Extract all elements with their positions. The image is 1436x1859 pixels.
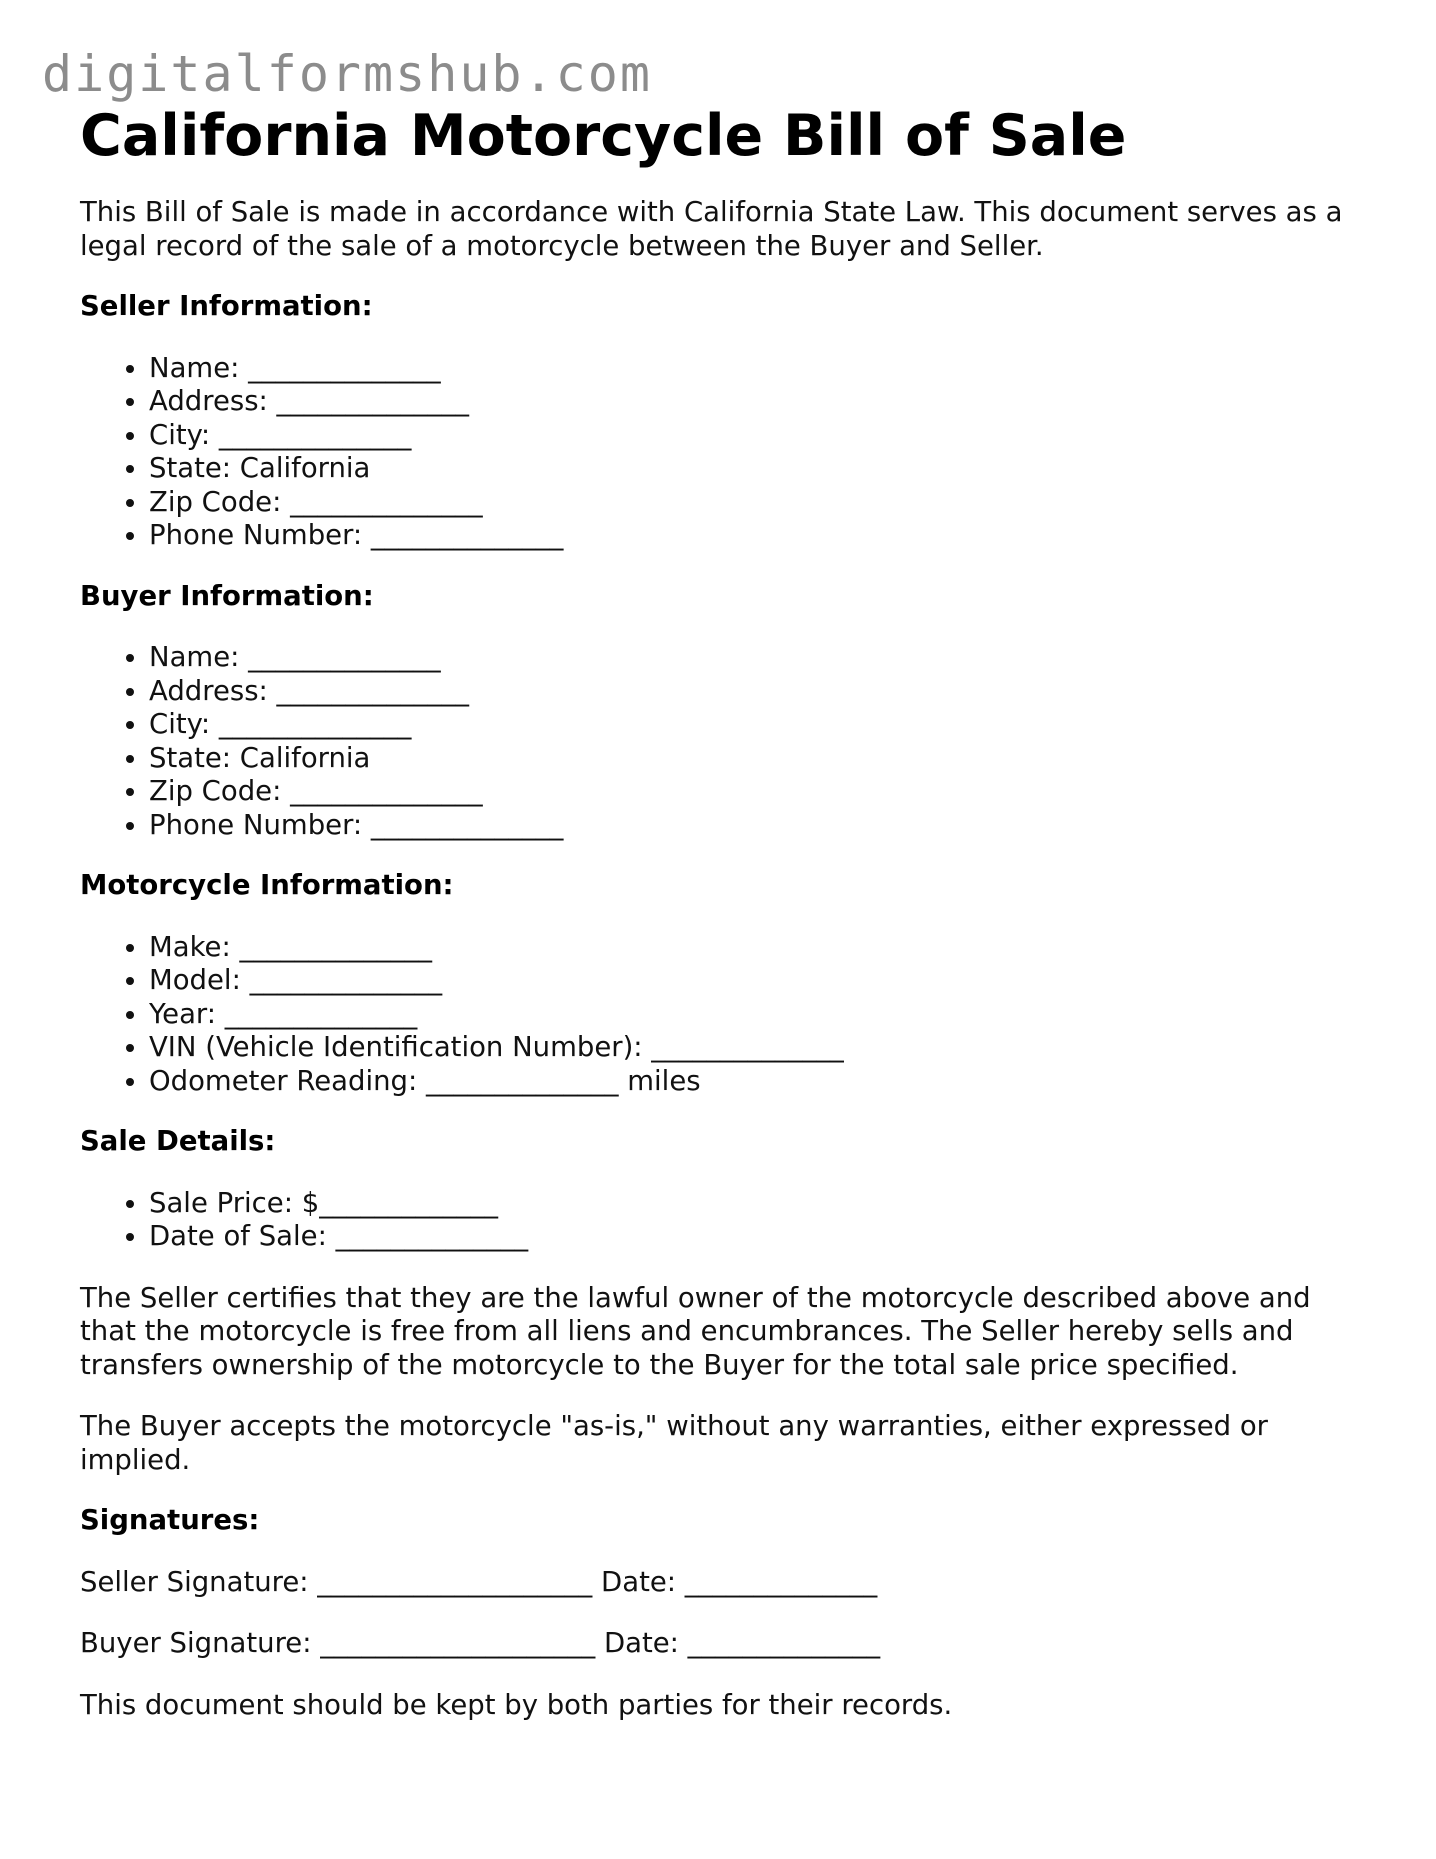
motorcycle-vin-field: • VIN (Vehicle Identification Number): ______________ [149, 1031, 1360, 1065]
seller-name-field: • Name: ______________ [149, 352, 1360, 386]
buyer-name-field: • Name: ______________ [149, 641, 1360, 675]
as-is-paragraph: The Buyer accepts the motorcycle "as-is," without any warranties, either expressed or implied. [80, 1410, 1268, 1476]
buyer-heading: Buyer Information: [80, 579, 374, 612]
buyer-phone-field: • Phone Number: ______________ [149, 809, 1360, 843]
sale-date-field: • Date of Sale: ______________ [149, 1220, 1360, 1254]
seller-heading: Seller Information: [80, 290, 373, 322]
seller-list [80, 352, 1360, 553]
closing-paragraph: This document should be kept by both parties for their records. [80, 1688, 953, 1721]
seller-zip-field: • Zip Code: ______________ [149, 486, 1360, 520]
intro-paragraph: This Bill of Sale is made in accordance with California State Law. This document serves as a legal record of the sale of a motorcycle between the Buyer and Seller. [80, 196, 1343, 262]
seller-state-field: • State: California [149, 452, 1360, 486]
sale-price-field: • Sale Price: $_____________ [149, 1187, 1360, 1221]
buyer-city-field: • City: ______________ [149, 708, 1360, 742]
watermark: digitalformshub.com [42, 45, 652, 103]
buyer-list [80, 641, 1360, 842]
seller-city-field: • City: ______________ [149, 419, 1360, 453]
sale-list [80, 1187, 1360, 1254]
motorcycle-list [80, 931, 1360, 1099]
seller-address-field: • Address: ______________ [149, 385, 1360, 419]
motorcycle-model-field: • Model: ______________ [149, 964, 1360, 998]
motorcycle-year-field: • Year: ______________ [149, 998, 1360, 1032]
motorcycle-odometer-field: • Odometer Reading: ______________ miles [149, 1065, 1360, 1099]
seller-phone-field: • Phone Number: ______________ [149, 519, 1360, 553]
seller-signature-line: Seller Signature: ____________________ Date: ______________ [80, 1565, 878, 1598]
motorcycle-heading: Motorcycle Information: [80, 869, 454, 901]
document-title: California Motorcycle Bill of Sale [80, 103, 1127, 169]
buyer-address-field: • Address: ______________ [149, 675, 1360, 709]
buyer-zip-field: • Zip Code: ______________ [149, 775, 1360, 809]
buyer-state-field: • State: California [149, 742, 1360, 776]
document-page [80, 96, 1360, 1722]
buyer-signature-line: Buyer Signature: ____________________ Date: ______________ [80, 1627, 881, 1659]
motorcycle-make-field: • Make: ______________ [149, 931, 1360, 965]
certification-paragraph: The Seller certifies that they are the lawful owner of the motorcycle described above and that the motorcycle is free from all liens and encumbrances. The Seller hereby sells and transfers ownership of the motorcycle to the Buyer for the total sale price specified. [80, 1281, 1311, 1381]
signatures-heading: Signatures: [80, 1504, 260, 1536]
sale-heading: Sale Details: [80, 1125, 276, 1157]
